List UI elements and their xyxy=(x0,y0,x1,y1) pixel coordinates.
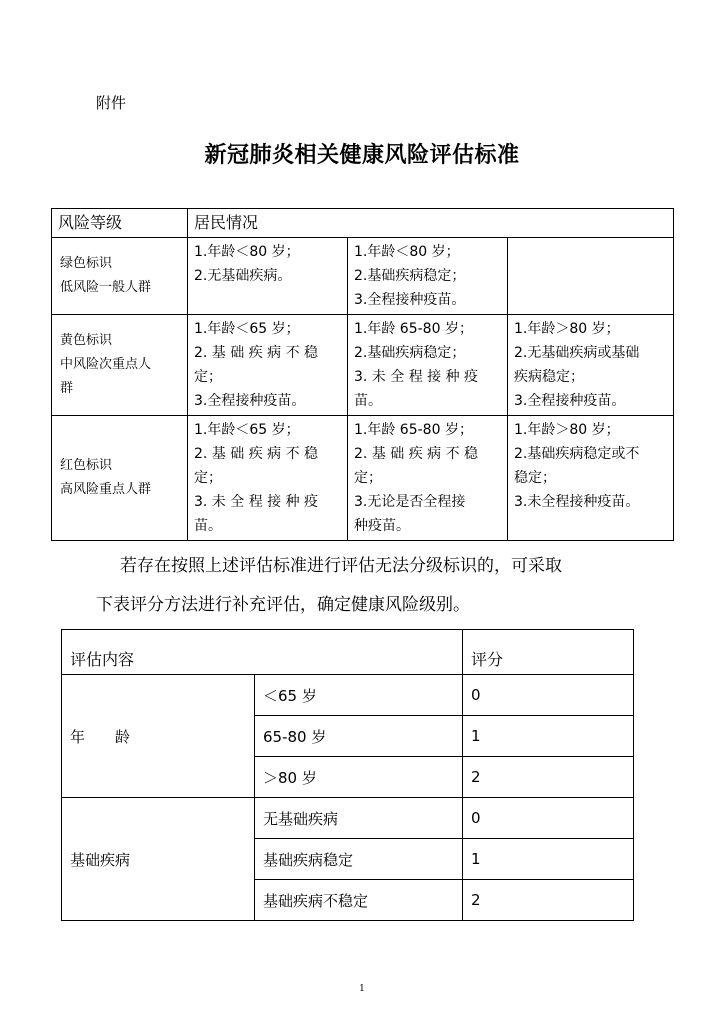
condition-line: 3.全程接种疫苗。 xyxy=(354,292,466,308)
header-risk-level: 风险等级 xyxy=(52,209,188,238)
condition-line: 1.年龄＞80 岁； xyxy=(514,422,620,438)
condition-cell xyxy=(188,315,348,416)
condition-line: 2. 基 础 疾 病 不 稳 xyxy=(194,446,319,462)
risk-level-line: 低风险一般人群 xyxy=(60,280,152,295)
risk-level-cell xyxy=(52,416,188,541)
condition-cell xyxy=(188,238,348,315)
item-score: 0 xyxy=(463,675,634,716)
condition-line: 苗。 xyxy=(194,518,222,534)
page-title: 新冠肺炎相关健康风险评估标准 xyxy=(204,143,520,168)
condition-cell xyxy=(188,416,348,541)
condition-line: 1.年龄＜80 岁； xyxy=(194,244,300,260)
item-label: 基础疾病不稳定 xyxy=(255,880,463,921)
condition-line: 3.全程接种疫苗。 xyxy=(514,393,626,409)
category-age: 年 龄 xyxy=(62,675,255,798)
condition-cell xyxy=(348,238,508,315)
header-resident-status: 居民情况 xyxy=(188,209,674,238)
item-label: 无基础疾病 xyxy=(255,798,463,839)
risk-level-line: 高风险重点人群 xyxy=(60,482,152,497)
risk-level-cell xyxy=(52,238,188,315)
condition-line: 2.基础疾病稳定或不 xyxy=(514,446,640,462)
category-underlying-disease: 基础疾病 xyxy=(62,798,255,921)
condition-line: 种疫苗。 xyxy=(354,518,410,534)
condition-cell xyxy=(508,315,674,416)
score-row xyxy=(62,675,634,716)
condition-line: 1.年龄＜65 岁； xyxy=(194,321,300,337)
condition-line: 2.基础疾病稳定； xyxy=(354,268,466,284)
annex-label: 附件 xyxy=(96,94,127,112)
header-assessment-content: 评估内容 xyxy=(62,630,463,675)
item-label: 基础疾病稳定 xyxy=(255,839,463,880)
condition-line: 1.年龄＜65 岁； xyxy=(194,422,300,438)
risk-level-line: 绿色标识 xyxy=(60,256,113,271)
condition-cell xyxy=(348,315,508,416)
condition-line: 苗。 xyxy=(354,393,382,409)
risk-row-yellow xyxy=(52,315,674,416)
condition-line: 2. 基 础 疾 病 不 稳 xyxy=(194,345,319,361)
page-number: 1 xyxy=(359,984,365,994)
item-label: 65-80 岁 xyxy=(255,716,463,757)
risk-assessment-table xyxy=(51,208,674,541)
condition-line: 3.全程接种疫苗。 xyxy=(194,393,306,409)
score-table xyxy=(61,629,634,921)
paragraph-line: 若存在按照上述评估标准进行评估无法分级标识的，可采取 xyxy=(120,556,562,576)
condition-line: 1.年龄 65-80 岁； xyxy=(354,321,473,337)
condition-line: 2.无基础疾病。 xyxy=(194,268,292,284)
condition-line: 3. 未 全 程 接 种 疫 xyxy=(194,494,319,510)
condition-line: 1.年龄 65-80 岁； xyxy=(354,422,473,438)
risk-level-line: 中风险次重点人 xyxy=(60,357,152,372)
risk-table-header xyxy=(52,209,674,238)
risk-row-green xyxy=(52,238,674,315)
risk-level-line: 红色标识 xyxy=(60,458,113,473)
score-row xyxy=(62,798,634,839)
risk-level-line: 黄色标识 xyxy=(60,333,113,348)
item-label: ＞80 岁 xyxy=(255,757,463,798)
item-score: 1 xyxy=(463,716,634,757)
condition-line: 3. 未 全 程 接 种 疫 xyxy=(354,369,479,385)
condition-line: 2. 基 础 疾 病 不 稳 xyxy=(354,446,479,462)
condition-line: 3.无论是否全程接 xyxy=(354,494,466,510)
condition-line: 2.无基础疾病或基础 xyxy=(514,345,640,361)
condition-line: 定； xyxy=(194,470,222,486)
condition-line: 稳定； xyxy=(514,470,556,486)
item-score: 0 xyxy=(463,798,634,839)
condition-cell-empty xyxy=(508,238,674,315)
condition-line: 疾病稳定； xyxy=(514,369,584,385)
item-label: ＜65 岁 xyxy=(255,675,463,716)
condition-line: 定； xyxy=(194,369,222,385)
header-score: 评分 xyxy=(463,630,634,675)
condition-cell xyxy=(348,416,508,541)
item-score: 1 xyxy=(463,839,634,880)
condition-line: 1.年龄＜80 岁； xyxy=(354,244,460,260)
item-score: 2 xyxy=(463,880,634,921)
risk-row-red xyxy=(52,416,674,541)
paragraph-line: 下表评分方法进行补充评估，确定健康风险级别。 xyxy=(96,595,470,615)
score-table-header xyxy=(62,630,634,675)
condition-line: 2.基础疾病稳定； xyxy=(354,345,466,361)
risk-level-line: 群 xyxy=(60,381,74,396)
condition-cell xyxy=(508,416,674,541)
condition-line: 1.年龄＞80 岁； xyxy=(514,321,620,337)
condition-line: 定； xyxy=(354,470,382,486)
condition-line: 3.未全程接种疫苗。 xyxy=(514,494,640,510)
risk-level-cell xyxy=(52,315,188,416)
item-score: 2 xyxy=(463,757,634,798)
